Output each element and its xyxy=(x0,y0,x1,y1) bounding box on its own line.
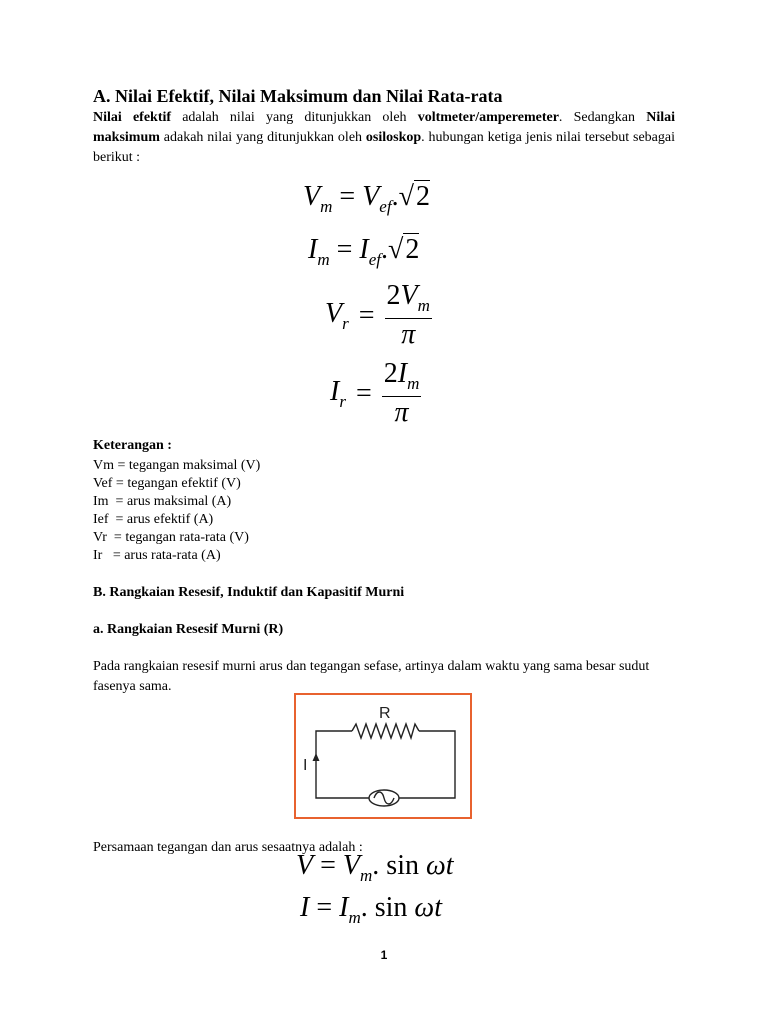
section-a-heading: A. Nilai Efektif, Nilai Maksimum dan Nilai Rata-rata xyxy=(93,86,503,106)
keterangan-item: Vm = tegangan maksimal (V) xyxy=(93,458,261,473)
current-label: I xyxy=(303,757,308,774)
persamaan-text: Persamaan tegangan dan arus sesaatnya adalah : xyxy=(93,840,363,855)
eq-operator: = xyxy=(309,892,340,923)
eq-symbol: V xyxy=(342,850,361,881)
subsection-a-heading: a. Rangkaian Resesif Murni (R) xyxy=(93,622,284,637)
section-b-paragraph: Pada rangkaian resesif murni arus dan tegangan sefase, artinya dalam waktu yang sama besar sudut fasenya sama. xyxy=(93,659,650,694)
eq-operator: . xyxy=(360,892,375,923)
eq-operator: = xyxy=(329,234,360,265)
keterangan-title: Keterangan : xyxy=(93,438,172,453)
eq-operator: = xyxy=(332,181,363,212)
equation-ir xyxy=(330,360,421,427)
keterangan-item: Ief = arus efektif (A) xyxy=(93,512,214,527)
fraction-numerator xyxy=(385,282,432,319)
section-b-heading: B. Rangkaian Resesif, Induktif dan Kapasitif Murni xyxy=(93,585,405,600)
eq-radicand: 2 xyxy=(415,181,430,212)
fraction-denominator xyxy=(401,319,415,349)
fraction xyxy=(385,282,432,349)
keterangan-item: Ir = arus rata-rata (A) xyxy=(93,548,221,563)
eq-function: sin xyxy=(374,892,408,923)
eq-operator: = xyxy=(355,377,372,409)
eq-symbol: I xyxy=(359,234,369,265)
para-text: . Sedangkan xyxy=(558,110,647,125)
para-text: adalah nilai yang ditunjukkan oleh xyxy=(171,110,418,125)
resistor-label: R xyxy=(379,705,391,722)
eq-operator: = xyxy=(313,850,343,881)
term-osiloskop: osiloskop xyxy=(365,130,422,145)
term-nilai-efektif: Nilai efektif xyxy=(93,110,172,125)
equation-v-sin xyxy=(296,852,454,884)
eq-operator: . xyxy=(372,850,387,881)
eq-coefficient: 2 xyxy=(386,280,401,311)
fraction xyxy=(382,360,422,427)
eq-symbol: V xyxy=(362,181,380,212)
eq-symbol: I xyxy=(308,234,318,265)
equation-vm xyxy=(303,183,430,215)
eq-operator: . xyxy=(391,181,399,212)
section-a-paragraph xyxy=(93,108,675,168)
equation-i-sin xyxy=(300,894,442,926)
keterangan-item: Vef = tegangan efektif (V) xyxy=(93,476,241,491)
eq-symbol: π xyxy=(394,397,409,428)
eq-symbol: π xyxy=(401,319,416,350)
equation-vr xyxy=(325,282,432,349)
eq-symbol: V xyxy=(296,850,314,881)
eq-function: sin xyxy=(386,850,419,881)
eq-symbol: V xyxy=(400,280,418,311)
eq-operator: = xyxy=(358,299,375,331)
eq-subscript: m xyxy=(320,197,333,216)
term-nilai-maksimum: Nilai maksimum xyxy=(93,110,675,145)
eq-argument: ωt xyxy=(407,892,442,923)
keterangan-item: Im = arus maksimal (A) xyxy=(93,494,232,509)
page-number: 1 xyxy=(380,948,388,962)
fraction-denominator xyxy=(395,397,409,427)
eq-symbol: I xyxy=(300,892,310,923)
para-text: . hubungan ketiga jenis nilai tersebut sebagai berikut : xyxy=(93,130,675,165)
sqrt-symbol: √ xyxy=(388,234,404,265)
term-voltmeter: voltmeter/amperemeter xyxy=(417,110,559,125)
sqrt-symbol: √ xyxy=(398,181,414,212)
eq-symbol: V xyxy=(325,297,343,329)
eq-subscript: m xyxy=(417,296,430,315)
keterangan-list xyxy=(93,457,260,565)
fraction-numerator xyxy=(382,360,422,397)
eq-symbol: I xyxy=(330,375,340,407)
eq-symbol: I xyxy=(397,358,408,389)
eq-subscript: ef xyxy=(368,250,382,269)
para-text: adakah nilai yang ditunjukkan oleh xyxy=(159,130,366,145)
eq-subscript: r xyxy=(339,391,346,411)
eq-subscript: m xyxy=(317,250,330,269)
eq-subscript: m xyxy=(360,866,373,885)
eq-symbol: I xyxy=(339,892,349,923)
eq-symbol: V xyxy=(303,181,321,212)
eq-argument: ωt xyxy=(418,850,454,881)
equation-im xyxy=(308,236,419,268)
resistive-circuit-diagram xyxy=(294,693,472,819)
eq-subscript: ef xyxy=(379,197,392,216)
keterangan-item: Vr = tegangan rata-rata (V) xyxy=(93,530,249,545)
eq-coefficient: 2 xyxy=(383,358,398,389)
eq-subscript: m xyxy=(348,908,361,927)
eq-operator: . xyxy=(381,234,389,265)
eq-subscript: r xyxy=(342,313,349,333)
eq-radicand: 2 xyxy=(405,234,420,265)
eq-subscript: m xyxy=(407,374,420,393)
